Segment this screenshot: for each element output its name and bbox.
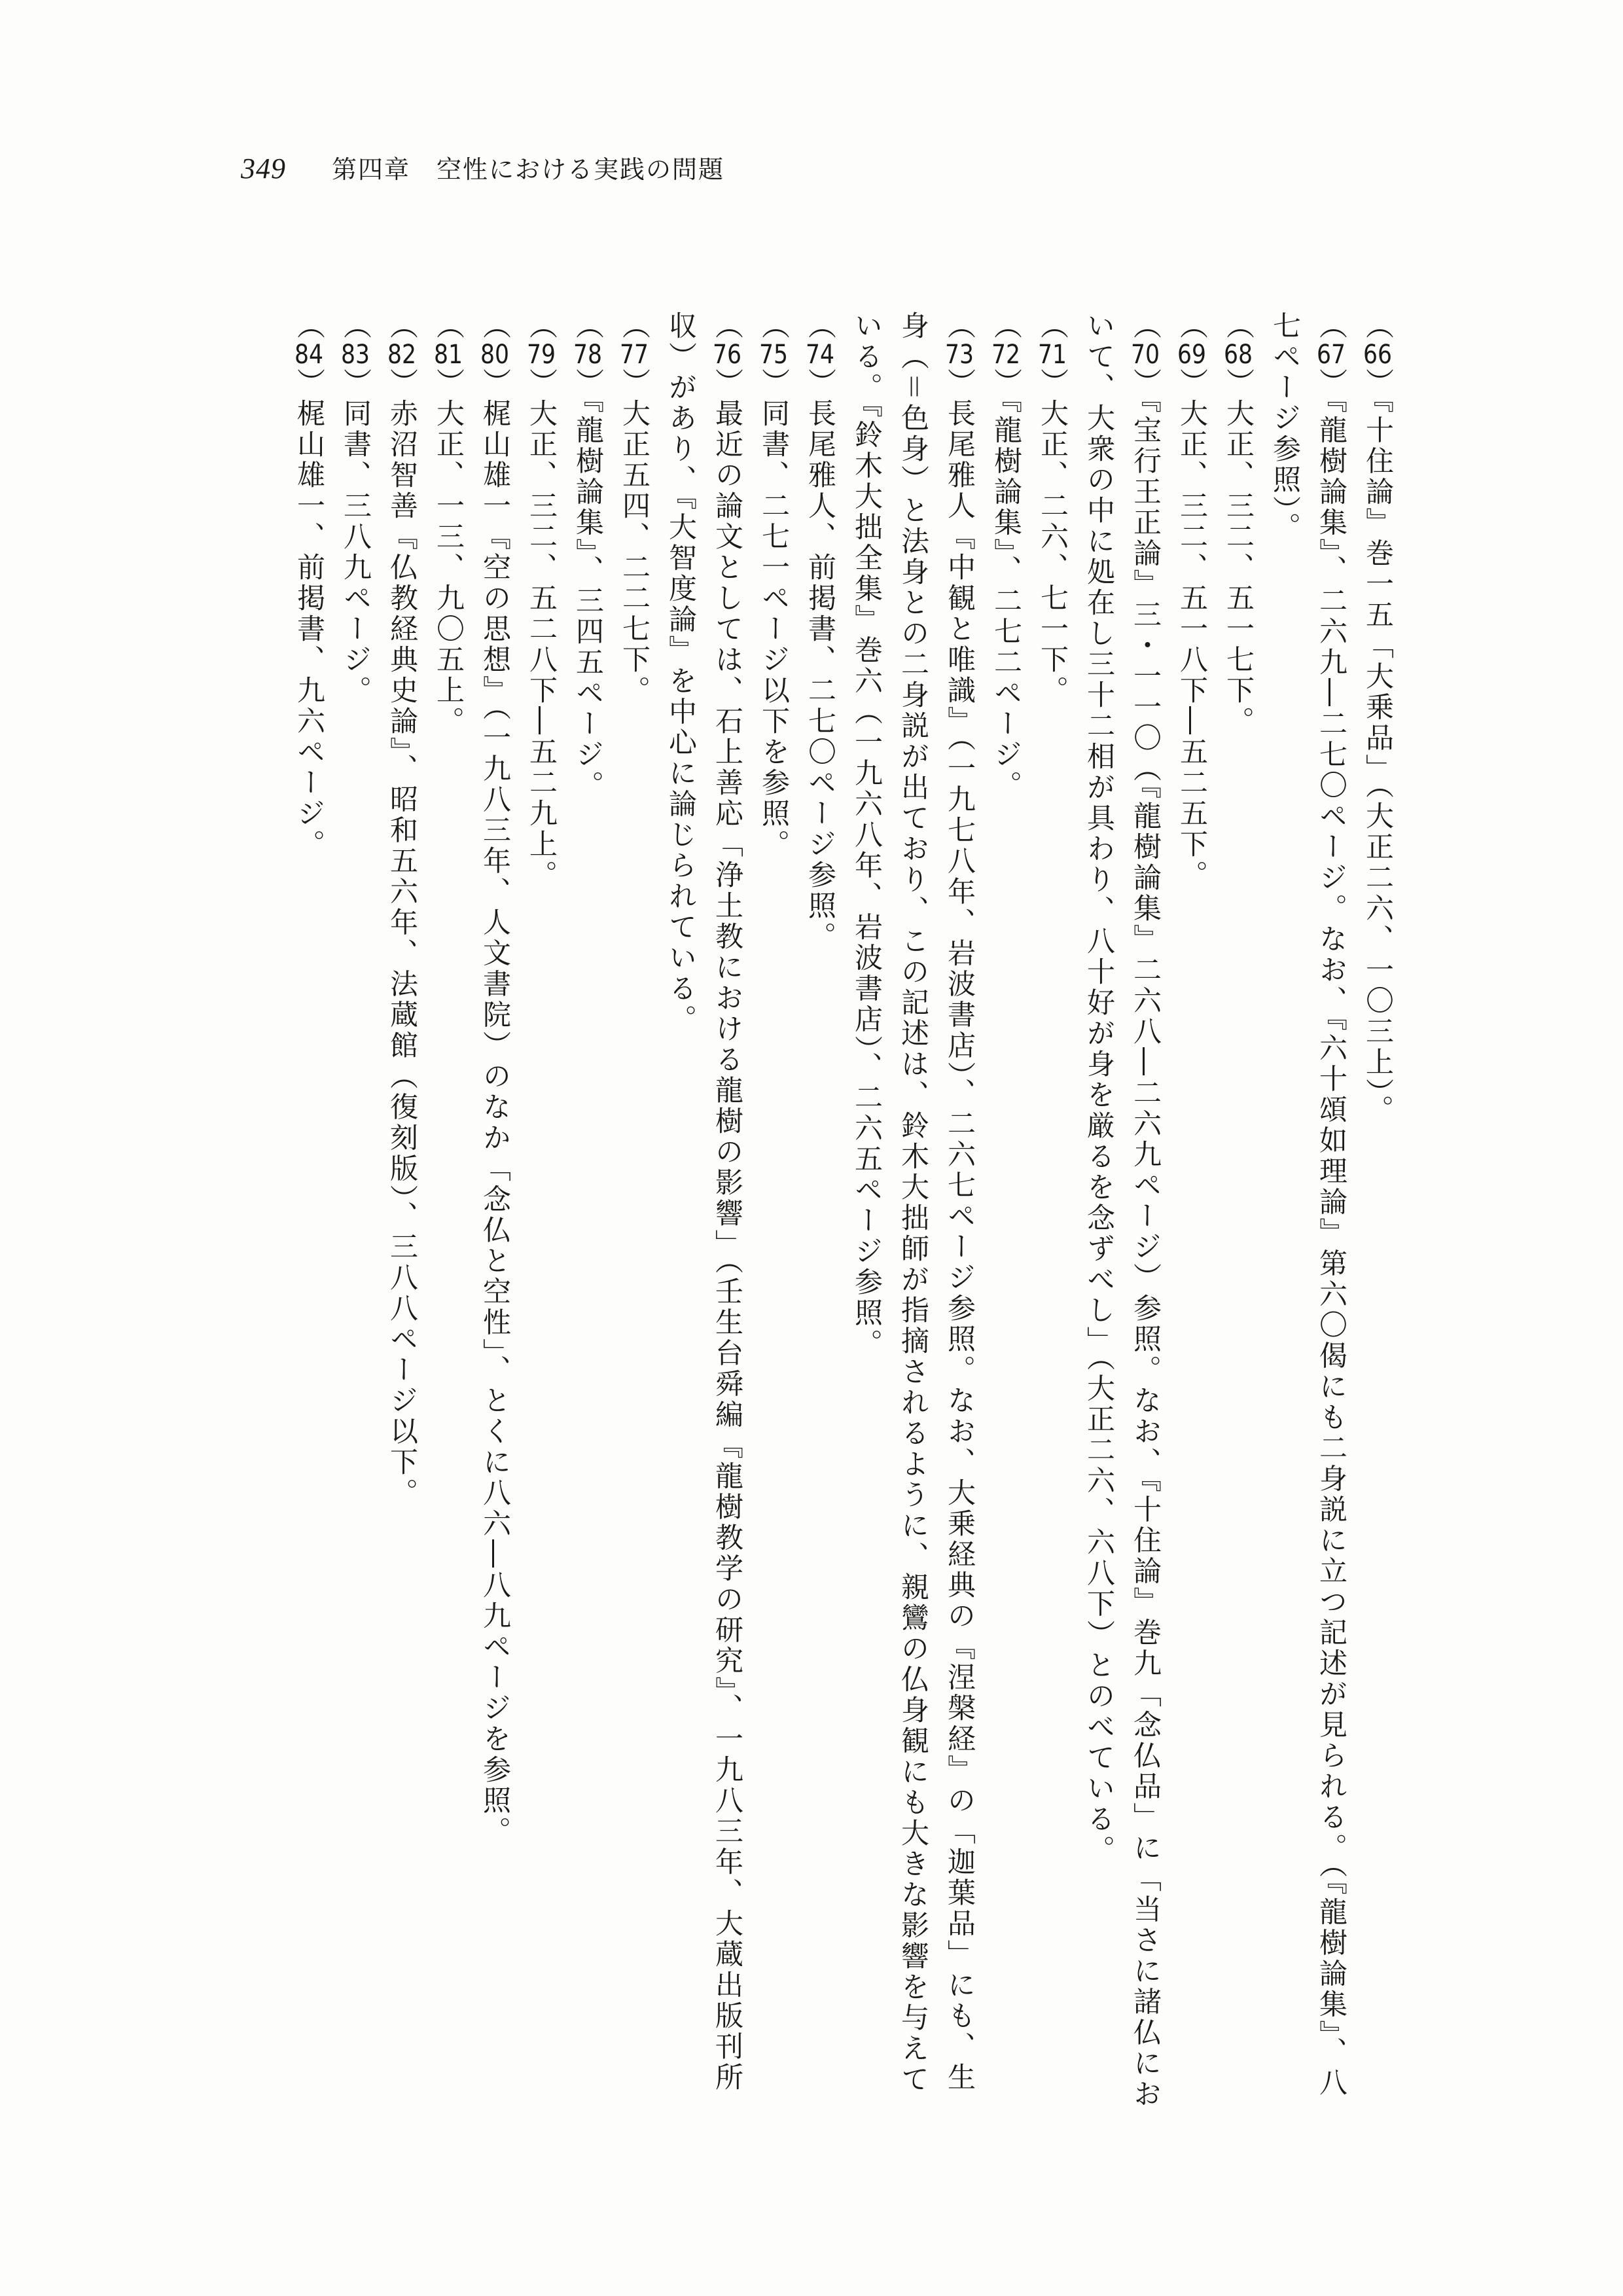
note-number: 73	[945, 342, 974, 368]
endnote-83: （83）同書、三八九ページ。	[339, 311, 372, 706]
endnote-66: （66）『十住論』巻一五「大乗品」（大正二六、一〇三上）。	[1361, 311, 1394, 1126]
endnote-78: （78）『龍樹論集』、三四五ページ。	[571, 311, 604, 801]
note-text: 赤沼智善『仏教経典史論』、昭和五六年、法蔵館（復刻版）、三八八ページ以下。	[385, 399, 418, 1509]
note-number: 66	[1363, 342, 1392, 368]
note-text: 『龍樹論集』、二七二ページ。	[990, 399, 1022, 801]
chapter-title: 第四章 空性における実践の問題	[332, 155, 725, 184]
endnotes	[209, 311, 1400, 2117]
note-number: 81	[434, 342, 463, 368]
note-text: 長尾雅人、前掲書、二七〇ページ参照。	[804, 399, 836, 952]
note-number: 72	[991, 342, 1020, 368]
note-number: 74	[806, 342, 834, 368]
endnote-82: （82）赤沼智善『仏教経典史論』、昭和五六年、法蔵館（復刻版）、三八八ページ以下。	[385, 311, 418, 1509]
note-text: 同書、三八九ページ。	[339, 399, 372, 706]
endnote-68: （68）大正、三二、五一七下。	[1222, 311, 1255, 737]
endnote-73: （73）長尾雅人『中観と唯識』（一九七八年、岩波書店）、二六七ページ参照。なお、大乗経典の『涅槃経』の「迦葉品」にも、生身（＝色身）と法身との二身説が出ており、この記述は、鈴木大拙師が指摘されるように、親鸞の仏身観にも大きな影響を与えている。『鈴木大拙全集』巻六（一九六八年、岩波書店）、二六五ページ参照。	[850, 311, 976, 2095]
note-number: 67	[1317, 342, 1346, 368]
endnote-81: （81）大正、一三、九〇五上。	[432, 311, 465, 737]
running-header	[241, 149, 724, 188]
note-text: 大正五四、二二七下。	[618, 399, 651, 706]
endnote-75: （75）同書、二七一ページ以下を参照。	[757, 311, 790, 860]
note-text: 最近の論文としては、石上善応「浄土教における龍樹の影響」（壬生台舜編『龍樹教学の研究』、一九八三年、大蔵出版刊所収）があり、『大智度論』を中心に論じられている。	[664, 311, 743, 2093]
endnote-67: （67）『龍樹論集』、二六九―二七〇ページ。なお、『六十頌如理論』第六〇偈にも二身説に立つ記述が見られる。（『龍樹論集』、八七ページ参照）。	[1268, 311, 1347, 2098]
note-text: 同書、二七一ページ以下を参照。	[757, 399, 790, 860]
note-number: 79	[527, 342, 556, 368]
endnote-72: （72）『龍樹論集』、二七二ページ。	[990, 311, 1022, 801]
note-number: 76	[713, 342, 741, 368]
endnote-70: （70）『宝行王正論』三・一一〇（『龍樹論集』二六八―二六九ページ）参照。なお、『十住論』巻九「念仏品」に「当さに諸仏において、大衆の中に処在し三十二相が具わり、八十好が身を厳るを念ずべし」（大正二六、六八下）とのべている。	[1082, 311, 1162, 2110]
note-text: 大正、三二、五一八下―五二五下。	[1175, 399, 1208, 891]
endnote-74: （74）長尾雅人、前掲書、二七〇ページ参照。	[804, 311, 836, 952]
note-text: 『龍樹論集』、三四五ページ。	[571, 399, 604, 801]
endnote-79: （79）大正、三二、五二八下―五二九上。	[525, 311, 558, 891]
note-text: 『宝行王正論』三・一一〇（『龍樹論集』二六八―二六九ページ）参照。なお、『十住論』巻九「念仏品」に「当さに諸仏において、大衆の中に処在し三十二相が具わり、八十好が身を厳るを念ずべし」（大正二六、六八下）とのべている。	[1082, 311, 1162, 2110]
note-number: 78	[573, 342, 602, 368]
note-number: 80	[480, 342, 509, 368]
note-text: 大正、三二、五一七下。	[1222, 399, 1255, 737]
note-text: 大正、三二、五二八下―五二九上。	[525, 399, 558, 891]
endnote-69: （69）大正、三二、五一八下―五二五下。	[1175, 311, 1208, 891]
note-number: 71	[1038, 342, 1067, 368]
note-number: 77	[620, 342, 649, 368]
note-text: 大正、二六、七一下。	[1036, 399, 1069, 706]
endnote-76: （76）最近の論文としては、石上善応「浄土教における龍樹の影響」（壬生台舜編『龍樹教学の研究』、一九八三年、大蔵出版刊所収）があり、『大智度論』を中心に論じられている。	[664, 311, 743, 2093]
note-text: 『龍樹論集』、二六九―二七〇ページ。なお、『六十頌如理論』第六〇偈にも二身説に立つ記述が見られる。（『龍樹論集』、八七ページ参照）。	[1268, 311, 1347, 2098]
note-number: 82	[387, 342, 416, 368]
note-text: 梶山雄一『空の思想』（一九八三年、人文書院）のなか「念仏と空性」、とくに八六―八九ページを参照。	[478, 399, 511, 1847]
page-number: 349	[241, 152, 286, 185]
note-text: 『十住論』巻一五「大乗品」（大正二六、一〇三上）。	[1361, 399, 1394, 1126]
note-number: 84	[294, 342, 323, 368]
note-text: 大正、一三、九〇五上。	[432, 399, 465, 737]
endnote-71: （71）大正、二六、七一下。	[1036, 311, 1069, 706]
note-number: 70	[1131, 342, 1160, 368]
endnote-80: （80）梶山雄一『空の思想』（一九八三年、人文書院）のなか「念仏と空性」、とくに八六―八九ページを参照。	[478, 311, 511, 1847]
note-number: 69	[1177, 342, 1206, 368]
note-text: 長尾雅人『中観と唯識』（一九七八年、岩波書店）、二六七ページ参照。なお、大乗経典の『涅槃経』の「迦葉品」にも、生身（＝色身）と法身との二身説が出ており、この記述は、鈴木大拙師が指摘されるように、親鸞の仏身観にも大きな影響を与えている。『鈴木大拙全集』巻六（一九六八年、岩波書店）、二六五ページ参照。	[850, 311, 976, 2095]
note-text: 梶山雄一、前掲書、九六ページ。	[293, 399, 325, 860]
endnote-77: （77）大正五四、二二七下。	[618, 311, 651, 706]
endnote-84: （84）梶山雄一、前掲書、九六ページ。	[293, 311, 325, 860]
note-number: 75	[759, 342, 788, 368]
note-number: 83	[341, 342, 370, 368]
note-number: 68	[1224, 342, 1253, 368]
